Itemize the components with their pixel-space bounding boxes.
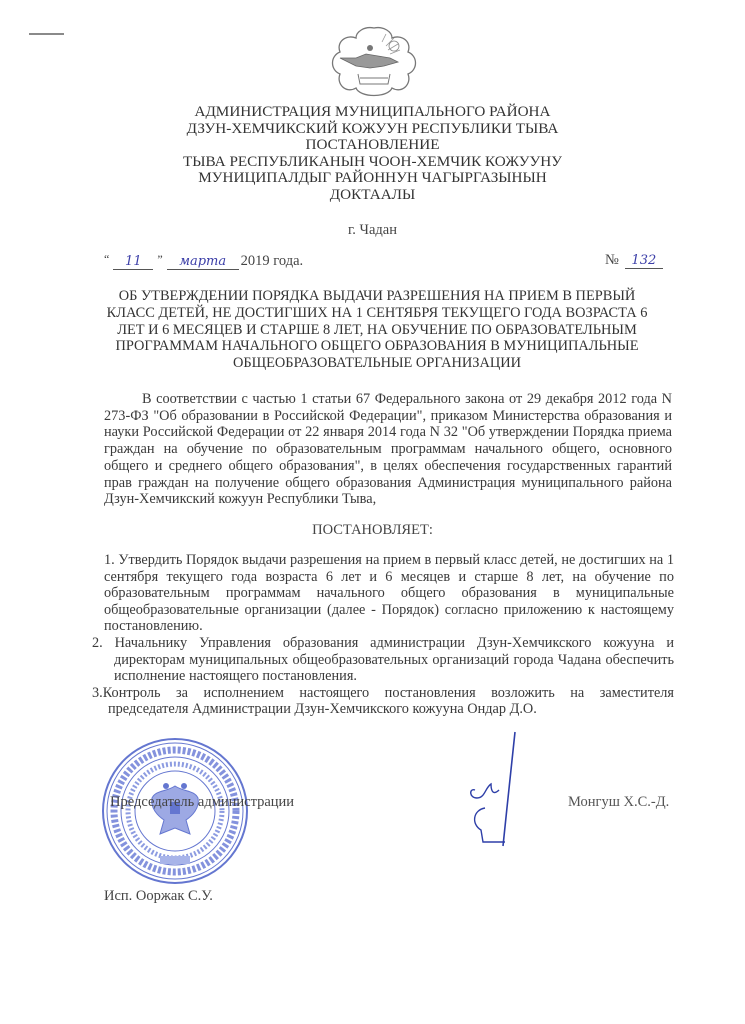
header-line: АДМИНИСТРАЦИЯ МУНИЦИПАЛЬНОГО РАЙОНА xyxy=(194,103,551,120)
issuer-header xyxy=(0,104,745,204)
document-title xyxy=(92,288,662,372)
date-year: 2019 года. xyxy=(240,253,304,269)
header-line: ТЫВА РЕСПУБЛИКАНЫН ЧООН-ХЕМЧИК КОЖУУНУ xyxy=(182,152,563,170)
header-line: МУНИЦИПАЛДЫГ РАЙОННУН ЧАГЫРГАЗЫНЫН xyxy=(198,169,547,187)
document-date xyxy=(104,252,303,270)
number-value: 132 xyxy=(625,254,663,269)
official-seal-icon xyxy=(100,736,250,886)
signatory-position: Председатель администрации xyxy=(110,794,295,810)
title-line: ЛЕТ И 6 МЕСЯЦЕВ И СТАРШЕ 8 ЛЕТ, НА ОБУЧЕНИЕ ПО ОБРАЗОВАТЕЛЬНЫМ xyxy=(117,321,637,338)
title-line: ОБЩЕОБРАЗОВАТЕЛЬНЫЕ ОРГАНИЗАЦИИ xyxy=(232,355,522,372)
scan-mark xyxy=(29,33,64,35)
header-line: ДОКТААЛЫ xyxy=(329,185,416,203)
document-number xyxy=(605,252,663,269)
number-label: № xyxy=(605,252,619,268)
date-day: 11 xyxy=(113,255,153,270)
signatory-name: Монгуш Х.С.-Д. xyxy=(568,794,670,810)
executor: Исп. Ооржак С.У. xyxy=(104,888,213,904)
decree-item-2: 2. Начальнику Управления образования администрации Дзун-Хемчикского кожууна и директорам муниципальных общеобразовательных организаций города Чадана обеспечить исполнение настоящего постановления. xyxy=(92,634,674,685)
date-month: марта xyxy=(167,255,239,270)
header-line: ДЗУН-ХЕМЧИКСКИЙ КОЖУУН РЕСПУБЛИКИ ТЫВА xyxy=(186,119,559,137)
header-line: ПОСТАНОВЛЕНИЕ xyxy=(305,136,440,154)
decree-word: ПОСТАНОВЛЯЕТ: xyxy=(312,522,433,538)
close-quote: ” xyxy=(157,252,163,266)
title-line: ПРОГРАММАМ НАЧАЛЬНОГО ОБЩЕГО ОБРАЗОВАНИЯ В МУНИЦИПАЛЬНЫЕ xyxy=(115,338,639,355)
decree-item-1: 1. Утвердить Порядок выдачи разрешения на прием в первый класс детей, не достигших на 1 сентября текущего года возраста 6 лет и 6 месяцев и старше 8 лет, на обучение по образовательным программам начального общего образования в муниципальные общеобразовательные организации (далее - Порядок) согласно приложению к настоящему постановлению. xyxy=(104,552,674,635)
title-line: ОБ УТВЕРЖДЕНИИ ПОРЯДКА ВЫДАЧИ РАЗРЕШЕНИЯ НА ПРИЕМ В ПЕРВЫЙ xyxy=(118,288,636,304)
decree-items xyxy=(92,552,674,718)
open-quote: “ xyxy=(104,252,110,266)
handwritten-signature-icon xyxy=(455,728,535,848)
decree-item-3: 3.Контроль за исполнением настоящего постановления возложить на заместителя председателя Администрации Дзун-Хемчикского кожууна Ондар Д.О. xyxy=(92,684,674,718)
tuva-emblem-icon xyxy=(326,24,422,100)
title-line: КЛАСС ДЕТЕЙ, НЕ ДОСТИГШИХ НА 1 СЕНТЯБРЯ ТЕКУЩЕГО ГОДА ВОЗРАСТА 6 xyxy=(106,304,648,321)
preamble-paragraph: В соответствии с частью 1 статьи 67 Федерального закона от 29 декабря 2012 года N 273-ФЗ "Об образовании в Российской Федерации", приказом Министерства образования и науки Российской Федерации от 22 января 2014 года N 32 "Об утверждении Порядка приема граждан на обучение по образовательным программам начального общего, основного общего и среднего общего образования", в целях обеспечения государственных гарантий прав граждан на получение общего образования Администрация муниципального района Дзун-Хемчикский кожуун Республики Тыва, xyxy=(104,391,672,508)
city: г. Чадан xyxy=(348,222,397,238)
